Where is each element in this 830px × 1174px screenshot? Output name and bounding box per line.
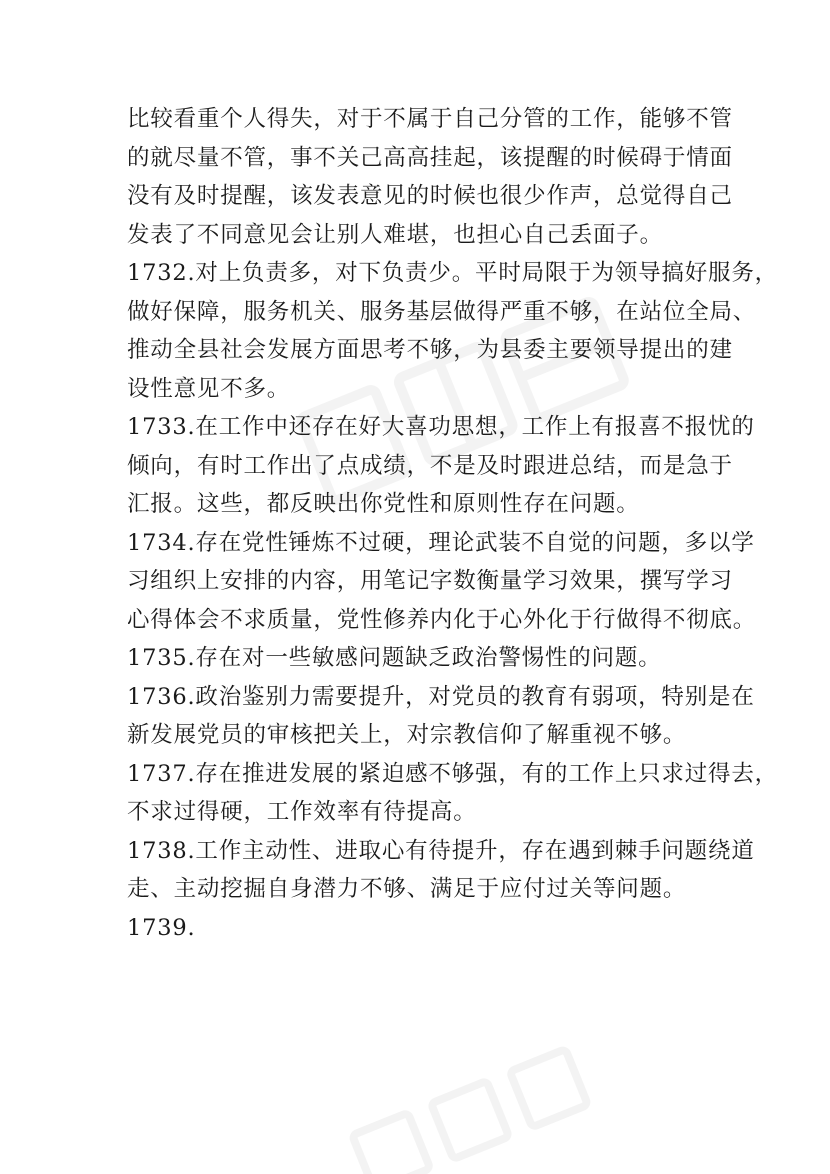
text-line: 新发展党员的审核把关上，对宗教信仰了解重视不够。 [127, 722, 687, 748]
paragraph-1738 [127, 832, 755, 909]
text-line: 发表了不同意见会让别人难堪，也担心自己丢面子。 [127, 221, 663, 248]
document-body [127, 100, 778, 947]
text-line: 1734.存在党性锤炼不过硬，理论武装不自觉的问题，多以学 [127, 529, 755, 556]
text-line: 不求过得硬，工作效率有待提高。 [127, 799, 477, 825]
text-line: 习组织上安排的内容，用笔记字数衡量学习效果，撰写学习 [127, 568, 733, 594]
text-line: 的就尽量不管，事不关己高高挂起，该提醒的时候碍于情面 [127, 144, 733, 171]
paragraph-1732 [127, 254, 778, 408]
paragraph-1737 [127, 755, 778, 832]
paragraph-1734 [127, 524, 757, 640]
text-line: 心得体会不求质量，党性修养内化于心外化于行做得不彻底。 [127, 606, 757, 633]
paragraph-1735 [127, 639, 717, 678]
text-line: 汇报。这些，都反映出你党性和原则性存在问题。 [127, 491, 640, 517]
text-line: 1738.工作主动性、进取心有待提升，存在遇到棘手问题绕道 [127, 837, 755, 864]
paragraph-1736 [127, 678, 755, 755]
text-line: 1735.存在对一些敏感问题缺乏政治警惕性的问题。 [127, 645, 662, 671]
text-line: 走、主动挖掘自身潜力不够、满足于应付过关等问题。 [127, 876, 687, 902]
text-line: 设性意见不多。 [127, 375, 291, 402]
paragraph-1739 [127, 909, 717, 948]
text-line: 1736.政治鉴别力需要提升，对党员的教育有弱项，特别是在 [127, 683, 755, 710]
paragraph-1733 [127, 408, 755, 524]
text-line: 1732.对上负责多，对下负责少。平时局限于为领导搞好服务， [127, 260, 778, 286]
text-line: 1739. [127, 914, 196, 941]
text-line: 没有及时提醒，该发表意见的时候也很少作声，总觉得自己 [127, 183, 733, 209]
text-line: 1737.存在推进发展的紧迫感不够强，有的工作上只求过得去， [127, 760, 778, 787]
watermark-logo-bottom [344, 1038, 596, 1174]
text-line: 推动全县社会发展方面思考不够，为县委主要领导提出的建 [127, 337, 733, 363]
text-line: 倾向，有时工作出了点成绩，不是及时跟进总结，而是急于 [127, 452, 733, 479]
text-line: 1733.在工作中还存在好大喜功思想，工作上有报喜不报忧的 [127, 414, 755, 440]
text-line: 比较看重个人得失，对于不属于自己分管的工作，能够不管 [127, 106, 733, 132]
text-line: 做好保障，服务机关、服务基层做得严重不够，在站位全局、 [127, 298, 757, 325]
paragraph-intro [127, 100, 733, 254]
